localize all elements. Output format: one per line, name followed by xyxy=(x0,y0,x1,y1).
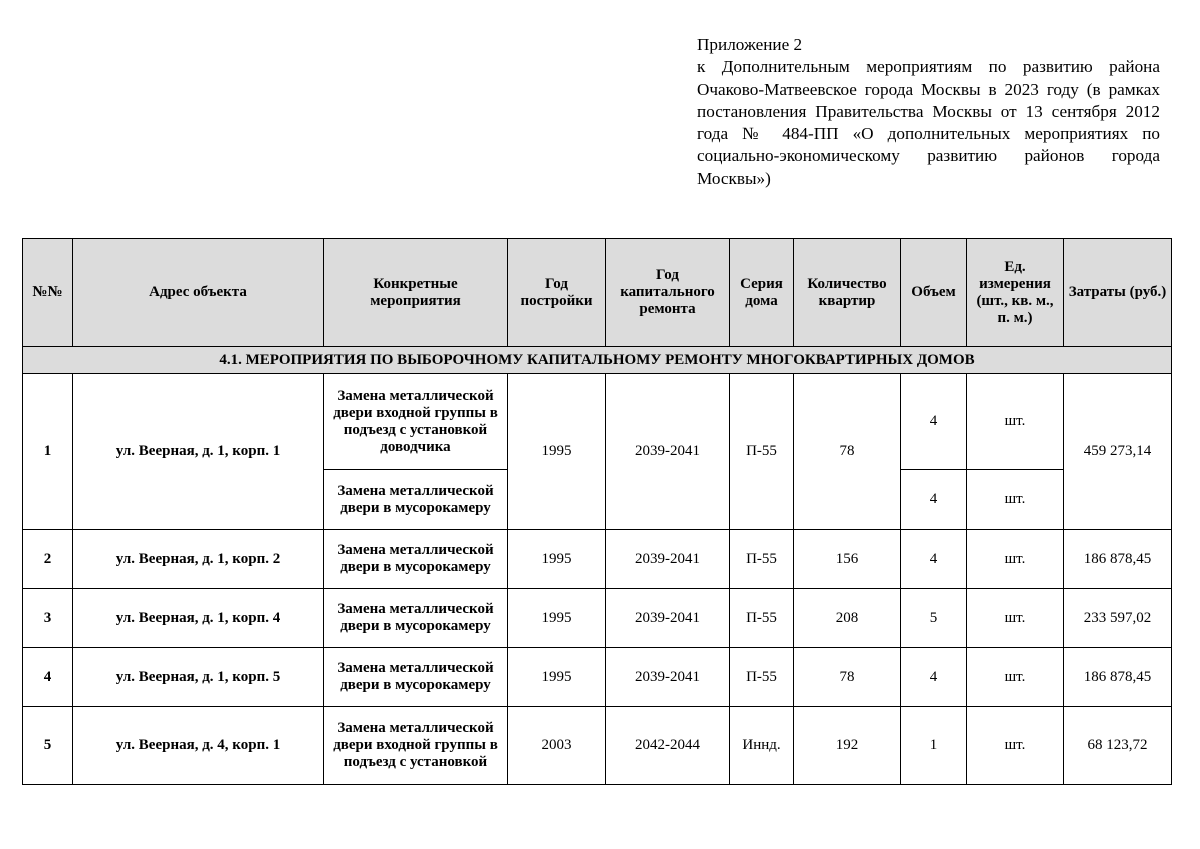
cell-apartments: 78 xyxy=(794,374,901,530)
cell-activity: Замена металлической двери входной группы в подъезд с установкой доводчика xyxy=(324,374,508,470)
table-header-row xyxy=(23,239,1172,347)
cell-volume: 5 xyxy=(901,589,967,648)
cell-year-built: 2003 xyxy=(508,707,606,785)
cell-num: 1 xyxy=(23,374,73,530)
cell-cost: 459 273,14 xyxy=(1064,374,1172,530)
cell-num: 3 xyxy=(23,589,73,648)
cell-repair-year: 2039-2041 xyxy=(606,589,730,648)
cell-volume: 4 xyxy=(901,374,967,470)
header-num: №№ xyxy=(23,239,73,347)
cell-repair-year: 2042-2044 xyxy=(606,707,730,785)
cell-cost: 68 123,72 xyxy=(1064,707,1172,785)
cell-activity: Замена металлической двери входной группы в подъезд с установкой xyxy=(324,707,508,785)
cell-series: П-55 xyxy=(730,530,794,589)
section-row xyxy=(23,347,1172,374)
header-address: Адрес объекта xyxy=(73,239,324,347)
cell-unit: шт. xyxy=(967,470,1064,530)
header-series: Серия дома xyxy=(730,239,794,347)
table-row xyxy=(23,707,1172,785)
header-unit: Ед. измерения (шт., кв. м., п. м.) xyxy=(967,239,1064,347)
cell-apartments: 78 xyxy=(794,648,901,707)
cell-cost: 186 878,45 xyxy=(1064,530,1172,589)
cell-year-built: 1995 xyxy=(508,530,606,589)
annex-note xyxy=(697,34,1160,190)
cell-repair-year: 2039-2041 xyxy=(606,374,730,530)
cell-volume: 4 xyxy=(901,470,967,530)
cell-year-built: 1995 xyxy=(508,648,606,707)
header-activities: Конкретные мероприятия xyxy=(324,239,508,347)
cell-apartments: 156 xyxy=(794,530,901,589)
cell-address: ул. Веерная, д. 1, корп. 5 xyxy=(73,648,324,707)
cell-series: Иннд. xyxy=(730,707,794,785)
cell-address: ул. Веерная, д. 1, корп. 2 xyxy=(73,530,324,589)
header-cost: Затраты (руб.) xyxy=(1064,239,1172,347)
cell-address: ул. Веерная, д. 1, корп. 4 xyxy=(73,589,324,648)
cell-series: П-55 xyxy=(730,589,794,648)
cell-unit: шт. xyxy=(967,648,1064,707)
section-title: 4.1. МЕРОПРИЯТИЯ ПО ВЫБОРОЧНОМУ КАПИТАЛЬНОМУ РЕМОНТУ МНОГОКВАРТИРНЫХ ДОМОВ xyxy=(23,347,1172,374)
cell-volume: 4 xyxy=(901,530,967,589)
cell-unit: шт. xyxy=(967,589,1064,648)
cell-unit: шт. xyxy=(967,374,1064,470)
cell-repair-year: 2039-2041 xyxy=(606,648,730,707)
cell-activity: Замена металлической двери в мусорокамеру xyxy=(324,589,508,648)
table-row xyxy=(23,530,1172,589)
cell-repair-year: 2039-2041 xyxy=(606,530,730,589)
cell-volume: 4 xyxy=(901,648,967,707)
header-volume: Объем xyxy=(901,239,967,347)
cell-num: 5 xyxy=(23,707,73,785)
cell-activity: Замена металлической двери в мусорокамеру xyxy=(324,530,508,589)
cell-address: ул. Веерная, д. 4, корп. 1 xyxy=(73,707,324,785)
cell-year-built: 1995 xyxy=(508,589,606,648)
table-row xyxy=(23,374,1172,470)
cell-year-built: 1995 xyxy=(508,374,606,530)
cell-cost: 186 878,45 xyxy=(1064,648,1172,707)
activities-table xyxy=(22,238,1172,785)
cell-address: ул. Веерная, д. 1, корп. 1 xyxy=(73,374,324,530)
table-row xyxy=(23,589,1172,648)
header-repair-year: Год капитального ремонта xyxy=(606,239,730,347)
header-apartments: Количество квартир xyxy=(794,239,901,347)
cell-apartments: 192 xyxy=(794,707,901,785)
cell-activity: Замена металлической двери в мусорокамеру xyxy=(324,648,508,707)
cell-series: П-55 xyxy=(730,374,794,530)
cell-num: 2 xyxy=(23,530,73,589)
annex-text: к Дополнительным мероприятиям по развитию района Очаково-Матвеевское города Москвы в 2023 году (в рамках постановления Правительства Москвы от 13 сентября 2012 года № 484-ПП «О дополнительных мероприятиях по социально-экономическому развитию районов города Москвы») xyxy=(697,57,1160,188)
annex-title: Приложение 2 xyxy=(697,35,803,54)
cell-volume: 1 xyxy=(901,707,967,785)
cell-cost: 233 597,02 xyxy=(1064,589,1172,648)
header-year-built: Год постройки xyxy=(508,239,606,347)
cell-unit: шт. xyxy=(967,707,1064,785)
table-row xyxy=(23,648,1172,707)
cell-activity: Замена металлической двери в мусорокамеру xyxy=(324,470,508,530)
cell-num: 4 xyxy=(23,648,73,707)
cell-series: П-55 xyxy=(730,648,794,707)
cell-apartments: 208 xyxy=(794,589,901,648)
cell-unit: шт. xyxy=(967,530,1064,589)
